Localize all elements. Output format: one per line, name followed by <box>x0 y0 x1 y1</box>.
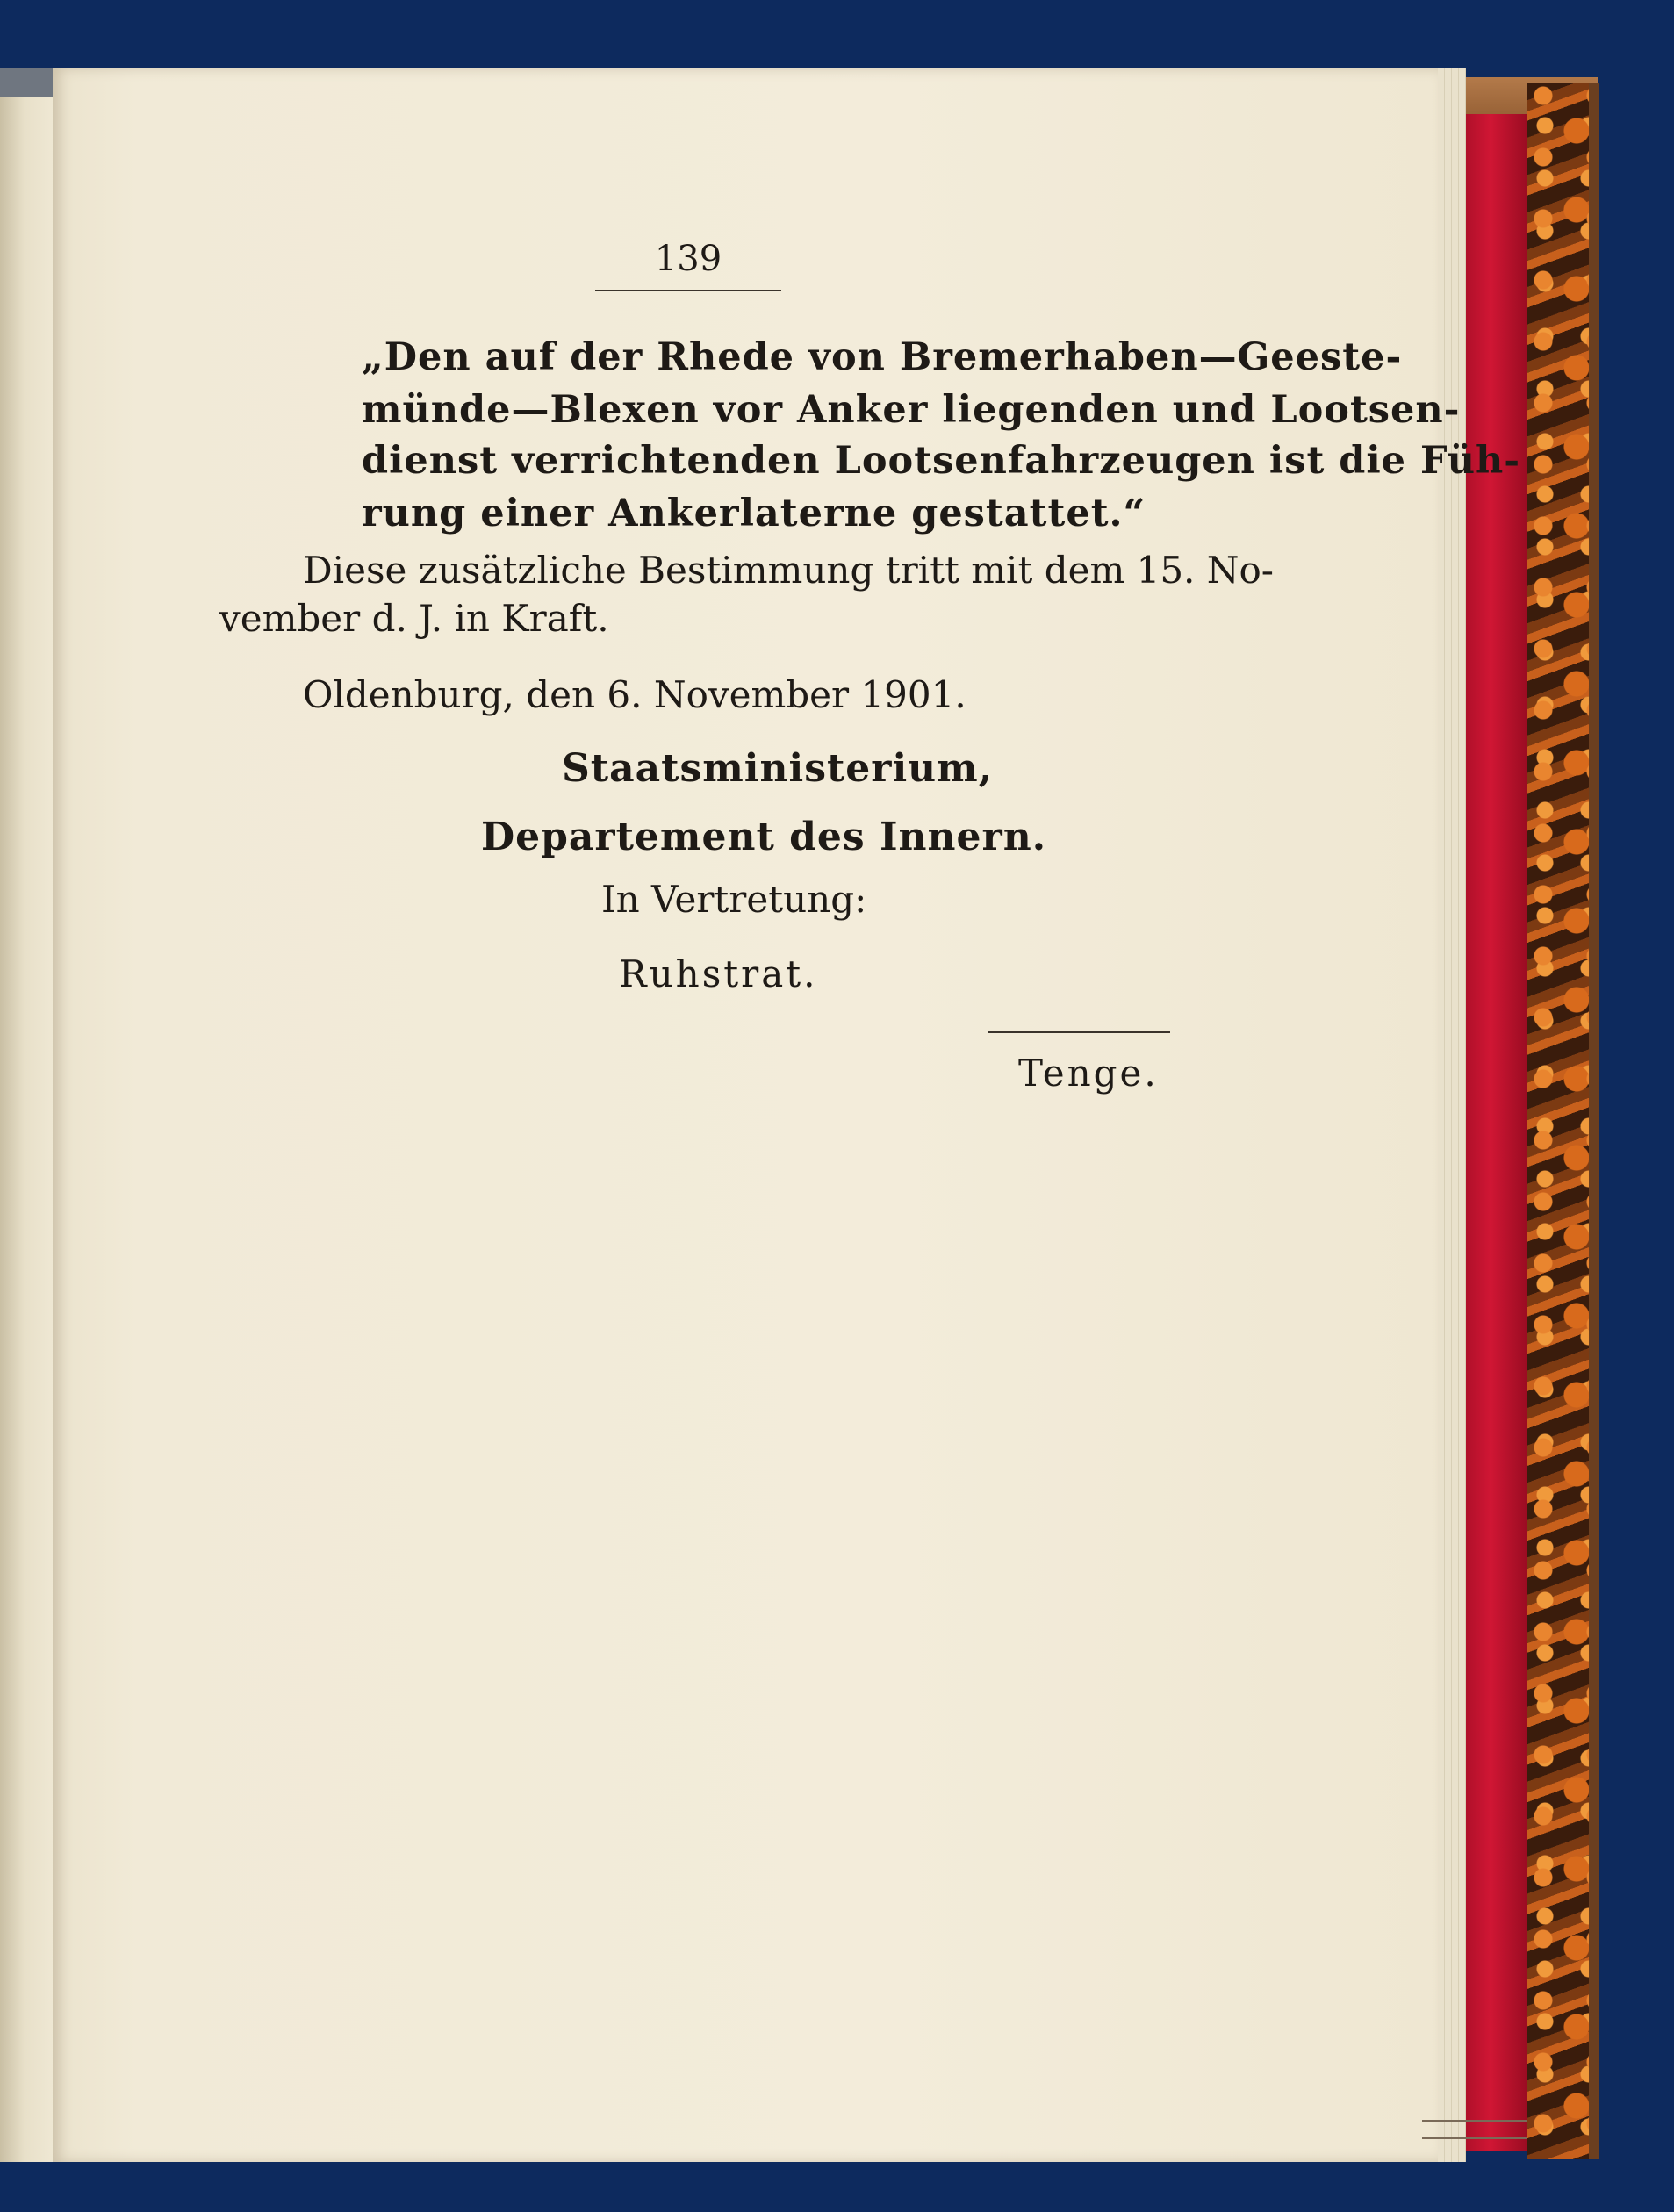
signer-ruhstrat: Ruhstrat. <box>619 952 818 995</box>
binding-top <box>0 68 54 97</box>
book-page <box>53 68 1438 2162</box>
page-stack <box>1438 68 1466 2162</box>
page-bottom-lines <box>1422 2120 1527 2139</box>
quote-line-3: dienst verrichtenden Lootsenfahrzeugen ist die Füh- <box>362 439 1521 483</box>
body-line-1: Diese zusätzliche Bestimmung tritt mit dem 15. No- <box>303 549 1274 592</box>
representation: In Vertretung: <box>601 878 867 921</box>
signer-tenge: Tenge. <box>1018 1052 1159 1095</box>
page-number-rule <box>595 290 781 291</box>
department: Departement des Innern. <box>481 815 1047 859</box>
red-page-edge <box>1466 114 1527 2151</box>
facing-page-edge <box>0 68 54 2162</box>
quote-line-4: rung einer Ankerlaterne gestattet.“ <box>362 492 1146 535</box>
authority: Staatsministerium, <box>562 746 994 791</box>
signature-rule <box>988 1031 1170 1033</box>
date-line: Oldenburg, den 6. November 1901. <box>303 673 966 716</box>
quote-line-1: „Den auf der Rhede von Bremerhaben—Geeste- <box>362 335 1403 379</box>
marbled-cover <box>1527 83 1598 2159</box>
body-line-2: vember d. J. in Kraft. <box>219 597 609 640</box>
page-number: 139 <box>654 239 722 279</box>
cover-spine-edge <box>1589 83 1599 2159</box>
quote-line-2: münde—Blexen vor Anker liegenden und Lootsen- <box>362 388 1461 432</box>
